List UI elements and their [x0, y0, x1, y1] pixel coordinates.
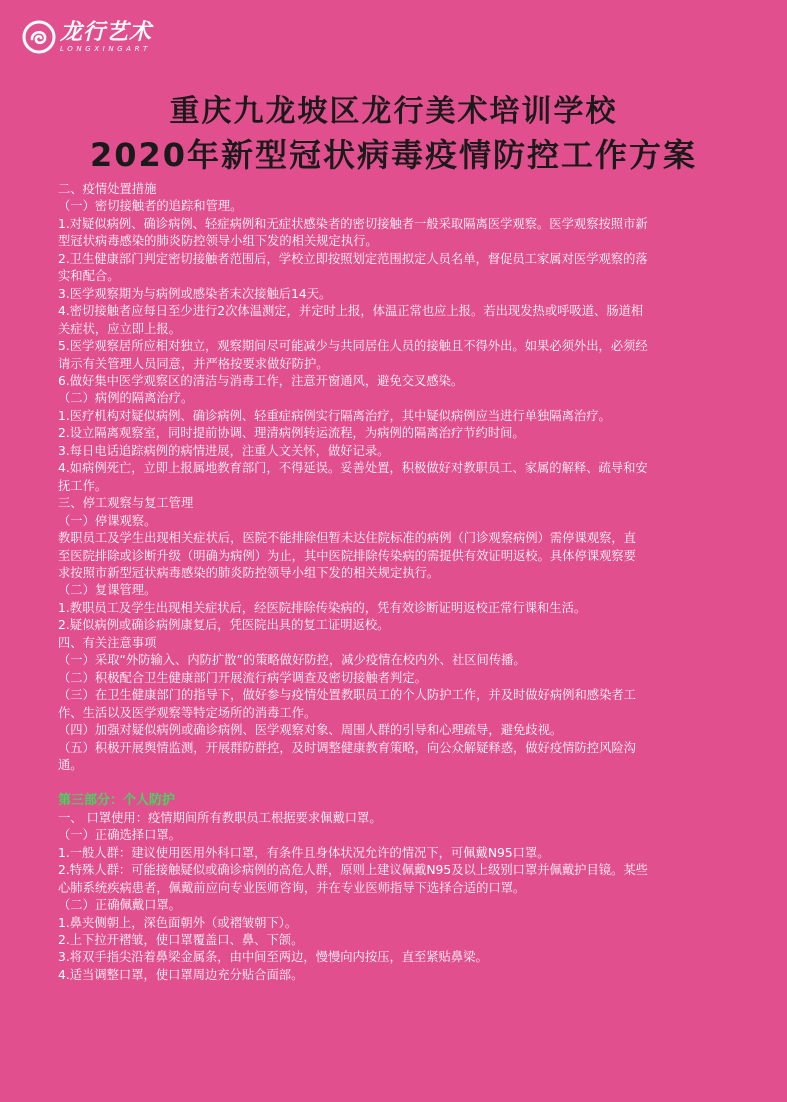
text-line: 6.做好集中医学观察区的清洁与消毒工作，注意开窗通风，避免交叉感染。: [58, 373, 464, 388]
text-line: 4.如病例死亡，立即上报属地教育部门，不得延误。妥善处置，积极做好对教职员工、家属的解释、疏导和安: [58, 461, 648, 476]
text-line: （三）在卫生健康部门的指导下，做好参与疫情处置教职员工的个人防护工作，并及时做好病例和感染者工: [58, 688, 636, 703]
document-title-line-1: 重庆九龙坡区龙行美术培训学校: [169, 94, 618, 129]
text-line: （一）密切接触者的追踪和管理。: [58, 199, 243, 214]
personal-protection-section: [58, 810, 736, 985]
logo-english-name: LONGXINGART: [60, 44, 151, 53]
text-line: 四、有关注意事项: [58, 635, 157, 650]
text-line: 2.设立隔离观察室，同时提前协调、理清病例转运流程，为病例的隔离治疗节约时间。: [58, 426, 525, 441]
text-line: （五）积极开展舆情监测，开展群防群控，及时调整健康教育策略，向公众解疑释惑，做好疫情防控风险沟: [58, 740, 636, 755]
document-body: [58, 181, 736, 984]
text-line: 2.疑似病例或确诊病例康复后，凭医院出具的复工证明返校。: [58, 618, 390, 633]
text-line: 实和配合。: [58, 269, 120, 284]
section-gap: [58, 774, 736, 792]
text-line: （二）病例的隔离治疗。: [58, 391, 194, 406]
text-line: 通。: [58, 757, 83, 772]
text-line: （一）采取“外防输入、内防扩散”的策略做好防控，减少疫情在校内外、社区间传播。: [58, 653, 526, 668]
text-line: 2.上下拉开褶皱，使口罩覆盖口、鼻、下颌。: [58, 933, 304, 948]
swirl-logo-icon: [22, 20, 56, 54]
text-line: （二）正确佩戴口罩。: [58, 898, 181, 913]
text-line: 求按照市新型冠状病毒感染的肺炎防控领导小组下发的相关规定执行。: [58, 565, 440, 580]
logo-chinese-name: 龙行艺术: [60, 19, 153, 45]
text-line: 4.适当调整口罩，使口罩周边充分贴合面部。: [58, 967, 304, 982]
text-line: 请示有关管理人员同意，并严格按要求做好防护。: [58, 356, 329, 371]
text-line: 4.密切接触者应每日至少进行2次体温测定，并定时上报，体温正常也应上报。若出现发热或呼吸道、肠道相: [58, 304, 644, 319]
epidemic-response-section: [58, 181, 736, 774]
text-line: 型冠状病毒感染的肺炎防控领导小组下发的相关规定执行。: [58, 234, 378, 249]
text-line: （一）停课观察。: [58, 513, 157, 528]
text-line: 一、 口罩使用：疫情期间所有教职员工根据要求佩戴口罩。: [58, 810, 382, 825]
text-line: （二）复课管理。: [58, 583, 157, 598]
text-line: （一）正确选择口罩。: [58, 828, 181, 843]
text-line: 二、疫情处置措施: [58, 182, 157, 196]
text-line: 5.医学观察居所应相对独立，观察期间尽可能减少与共同居住人员的接触且不得外出。如果必须外出，必须经: [58, 339, 648, 354]
text-line: 3.将双手指尖沿着鼻梁金属条，由中间至两边，慢慢向内按压，直至紧贴鼻梁。: [58, 950, 488, 965]
text-line: 1.教职员工及学生出现相关症状后，经医院排除传染病的，凭有效诊断证明返校正常行课和生活。: [58, 600, 587, 615]
section-heading-personal-protection: 第三部分：个人防护: [58, 793, 176, 809]
text-line: （二）积极配合卫生健康部门开展流行病学调查及密切接触者判定。: [58, 670, 427, 685]
text-line: 1.鼻夹侧朝上，深色面朝外（或褶皱朝下）。: [58, 915, 298, 930]
text-line: （四）加强对疑似病例或确诊病例、医学观察对象、周围人群的引导和心理疏导，避免歧视。: [58, 723, 563, 738]
text-line: 三、停工观察与复工管理: [58, 496, 194, 511]
text-line: 关症状，应立即上报。: [58, 321, 181, 336]
brand-logo: [22, 20, 152, 54]
document-title-line-2: 2020年新型冠状病毒疫情防控工作方案: [89, 136, 698, 174]
text-line: 至医院排除或诊断升级（明确为病例）为止，其中医院排除传染病的需提供有效证明返校。具体停课观察要: [58, 548, 636, 563]
text-line: 抚工作。: [58, 478, 108, 493]
text-line: 1.一般人群：建议使用医用外科口罩，有条件且身体状况允许的情况下，可佩戴N95口罩。: [58, 845, 550, 860]
text-line: 心肺系统疾病患者，佩戴前应向专业医师咨询，并在专业医师指导下选择合适的口罩。: [58, 880, 526, 895]
text-line: 3.医学观察期为与病例或感染者末次接触后14天。: [58, 286, 332, 301]
text-line: 1.医疗机构对疑似病例、确诊病例、轻重症病例实行隔离治疗，其中疑似病例应当进行单独隔离治疗。: [58, 408, 611, 423]
text-line: 3.每日电话追踪病例的病情进展，注重人文关怀，做好记录。: [58, 443, 390, 458]
text-line: 作、生活以及医学观察等特定场所的消毒工作。: [58, 705, 317, 720]
text-line: 2.特殊人群：可能接触疑似或确诊病例的高危人群，原则上建议佩戴N95及以上级别口罩并佩戴护目镜。某些: [58, 863, 648, 878]
text-line: 教职员工及学生出现相关症状后，医院不能排除但暂未达住院标准的病例（门诊观察病例）需停课观察，直: [58, 531, 636, 546]
text-line: 1.对疑似病例、确诊病例、轻症病例和无症状感染者的密切接触者一般采取隔离医学观察。医学观察按照市新: [58, 216, 648, 231]
text-line: 2.卫生健康部门判定密切接触者范围后，学校立即按照划定范围拟定人员名单，督促员工家属对医学观察的落: [58, 251, 648, 266]
